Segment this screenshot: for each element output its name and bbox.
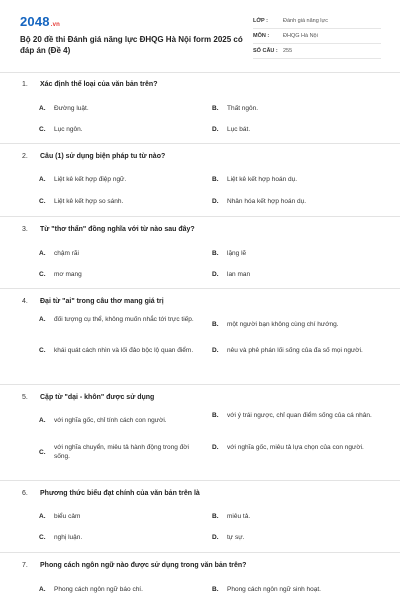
question-2 bbox=[0, 144, 400, 217]
question-text: Phương thức biểu đạt chính của văn bản trên là bbox=[40, 490, 200, 497]
option-text: Phong cách ngôn ngữ báo chí. bbox=[54, 586, 143, 593]
option-b[interactable] bbox=[212, 585, 382, 594]
option-b[interactable] bbox=[212, 175, 382, 184]
option-letter: C. bbox=[39, 198, 46, 205]
question-heading bbox=[22, 81, 157, 88]
option-a[interactable] bbox=[39, 416, 209, 425]
question-number: 2. bbox=[22, 153, 28, 160]
option-b[interactable] bbox=[212, 104, 382, 113]
option-text: miêu tả. bbox=[227, 513, 251, 520]
question-number: 7. bbox=[22, 562, 28, 569]
option-letter: A. bbox=[39, 417, 46, 424]
question-text: Từ "thơ thẩn" đồng nghĩa với từ nào sau đây? bbox=[40, 226, 195, 233]
option-b[interactable] bbox=[212, 512, 382, 521]
option-d[interactable] bbox=[212, 270, 382, 279]
meta-value: 255 bbox=[283, 48, 293, 54]
option-text: biểu cảm bbox=[54, 513, 81, 520]
option-a[interactable] bbox=[39, 104, 209, 113]
question-text: Phong cách ngôn ngữ nào được sử dụng trong văn bản trên? bbox=[40, 562, 247, 569]
question-heading bbox=[22, 562, 246, 569]
option-text: với nghĩa chuyển, miêu tả hành động trong đời sống. bbox=[54, 444, 190, 460]
option-d[interactable] bbox=[212, 533, 382, 542]
option-letter: A. bbox=[39, 176, 46, 183]
meta-key: SỐ CÂU : bbox=[253, 48, 278, 54]
option-letter: B. bbox=[212, 105, 219, 112]
option-text: chậm rãi bbox=[54, 250, 79, 257]
option-c[interactable] bbox=[39, 270, 209, 279]
question-number: 3. bbox=[22, 226, 28, 233]
option-text: với ý trái ngược, chỉ quan điểm sống của cá nhân. bbox=[227, 412, 372, 419]
question-heading bbox=[22, 226, 195, 233]
document-header bbox=[0, 0, 400, 70]
option-c[interactable] bbox=[39, 443, 209, 461]
question-text: Cặp từ "dại - khôn" được sử dụng bbox=[40, 394, 155, 401]
option-letter: B. bbox=[212, 586, 219, 593]
question-text: Câu (1) sử dụng biện pháp tu từ nào? bbox=[40, 153, 166, 160]
logo-suffix: .vn bbox=[50, 22, 61, 28]
option-text: đối tượng cụ thể, không muốn nhắc tới trực tiếp. bbox=[54, 316, 194, 323]
question-4 bbox=[0, 289, 400, 385]
option-d[interactable] bbox=[212, 197, 382, 206]
option-text: nghị luận. bbox=[54, 534, 83, 541]
meta-key: LỚP : bbox=[253, 18, 268, 24]
question-6 bbox=[0, 481, 400, 553]
option-text: một người bạn không cùng chí hướng. bbox=[227, 321, 339, 328]
option-letter: D. bbox=[212, 534, 219, 541]
meta-row-class bbox=[253, 14, 381, 29]
meta-row-subject bbox=[253, 29, 381, 44]
option-letter: B. bbox=[212, 250, 219, 257]
document-title: Bộ 20 đề thi Đánh giá năng lực ĐHQG Hà Nội form 2025 có đáp án (Đề 4) bbox=[20, 35, 243, 55]
option-letter: C. bbox=[39, 271, 46, 278]
option-text: Liệt kê kết hợp so sánh. bbox=[54, 198, 124, 205]
option-letter: D. bbox=[212, 271, 219, 278]
option-letter: D. bbox=[212, 198, 219, 205]
question-1 bbox=[0, 72, 400, 144]
question-5 bbox=[0, 385, 400, 481]
option-a[interactable] bbox=[39, 585, 209, 594]
question-heading bbox=[22, 153, 165, 160]
option-text: Nhân hóa kết hợp hoán dụ. bbox=[227, 198, 307, 205]
option-letter: A. bbox=[39, 105, 46, 112]
option-c[interactable] bbox=[39, 197, 209, 206]
question-text: Đại từ "ai" trong câu thơ mang giá trị bbox=[40, 298, 164, 305]
meta-value: Đánh giá năng lực bbox=[283, 18, 328, 24]
meta-value: ĐHQG Hà Nội bbox=[283, 33, 318, 39]
option-text: Đường luật. bbox=[54, 105, 89, 112]
logo-text: 2048 bbox=[20, 14, 50, 29]
meta-row-count bbox=[253, 44, 381, 59]
option-b[interactable] bbox=[212, 249, 382, 258]
question-number: 4. bbox=[22, 298, 28, 305]
option-d[interactable] bbox=[212, 346, 382, 355]
option-letter: D. bbox=[212, 347, 219, 354]
meta-key: MÔN : bbox=[253, 33, 270, 39]
option-text: nêu và phê phán lối sống của đa số mọi người. bbox=[227, 347, 363, 354]
option-text: Lục ngôn. bbox=[54, 126, 83, 133]
option-d[interactable] bbox=[212, 125, 382, 134]
option-letter: A. bbox=[39, 250, 46, 257]
option-letter: C. bbox=[39, 347, 46, 354]
option-a[interactable] bbox=[39, 175, 209, 184]
option-a[interactable] bbox=[39, 512, 209, 521]
option-text: lan man bbox=[227, 271, 251, 278]
option-b[interactable] bbox=[212, 320, 382, 329]
question-number: 1. bbox=[22, 81, 28, 88]
option-letter: B. bbox=[212, 513, 219, 520]
option-text: Liệt kê kết hợp điệp ngữ. bbox=[54, 176, 127, 183]
option-a[interactable] bbox=[39, 315, 209, 324]
option-letter: C. bbox=[39, 126, 46, 133]
option-text: mơ mang bbox=[54, 271, 82, 278]
question-number: 5. bbox=[22, 394, 28, 401]
option-c[interactable] bbox=[39, 346, 209, 355]
question-number: 6. bbox=[22, 490, 28, 497]
meta-panel bbox=[253, 14, 381, 59]
question-7 bbox=[0, 553, 400, 603]
option-text: tự sự. bbox=[227, 534, 245, 541]
question-heading bbox=[22, 394, 154, 401]
question-heading bbox=[22, 298, 164, 305]
option-text: lặng lẽ bbox=[227, 250, 247, 257]
option-text: Liệt kê kết hợp hoán dụ. bbox=[227, 176, 298, 183]
question-heading bbox=[22, 490, 200, 497]
question-list bbox=[0, 72, 400, 603]
option-letter: C. bbox=[39, 534, 46, 541]
option-letter: A. bbox=[39, 586, 46, 593]
option-a[interactable] bbox=[39, 249, 209, 258]
option-text: Phong cách ngôn ngữ sinh hoạt. bbox=[227, 586, 321, 593]
option-letter: A. bbox=[39, 513, 46, 520]
option-c[interactable] bbox=[39, 125, 209, 134]
option-c[interactable] bbox=[39, 533, 209, 542]
option-letter: A. bbox=[39, 316, 46, 323]
option-letter: C. bbox=[39, 448, 46, 456]
option-letter: B. bbox=[212, 412, 219, 419]
option-text: với nghĩa gốc, chỉ tính cách con người. bbox=[54, 417, 167, 424]
question-3 bbox=[0, 217, 400, 289]
option-text: với nghĩa gốc, miêu tả lựa chọn của con người. bbox=[227, 444, 364, 451]
option-text: Lục bát. bbox=[227, 126, 251, 133]
option-letter: D. bbox=[212, 126, 219, 133]
option-letter: D. bbox=[212, 444, 219, 451]
option-text: Thất ngôn. bbox=[227, 105, 259, 112]
option-b[interactable] bbox=[212, 411, 382, 420]
option-d[interactable] bbox=[212, 443, 382, 452]
option-text: khái quát cách nhìn và lối đảo bộc lộ quan điểm. bbox=[54, 347, 194, 354]
option-letter: B. bbox=[212, 321, 219, 328]
option-letter: B. bbox=[212, 176, 219, 183]
question-text: Xác định thể loại của văn bản trên? bbox=[40, 81, 158, 88]
